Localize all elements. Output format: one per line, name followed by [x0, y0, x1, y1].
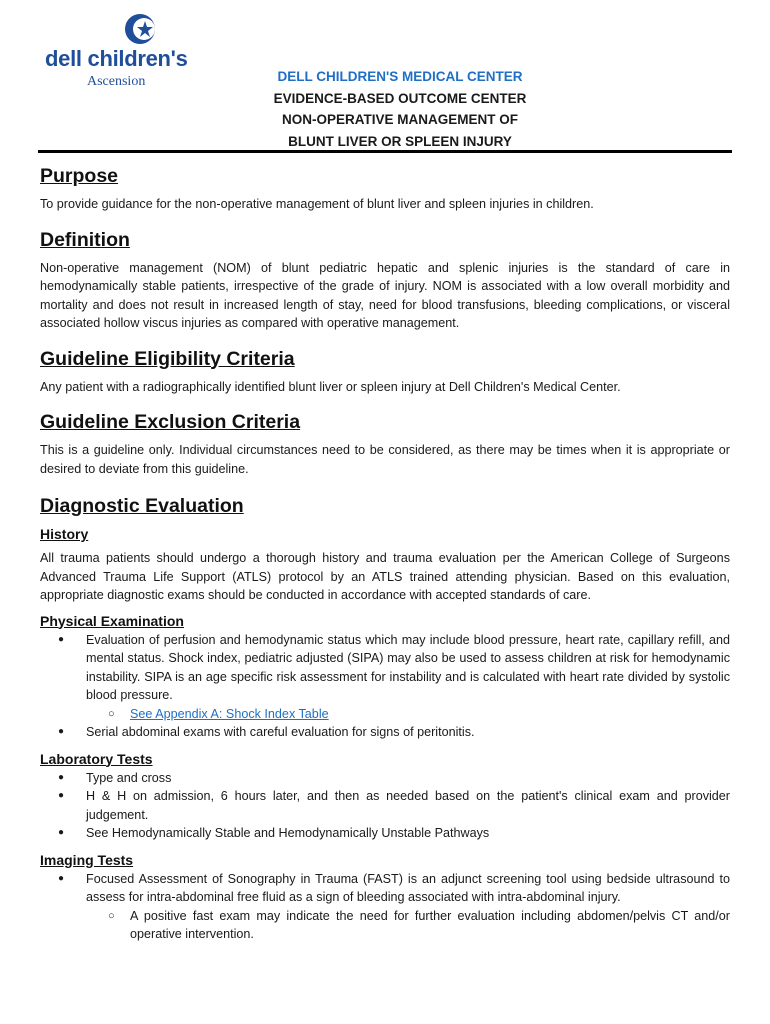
imaging-heading: Imaging Tests: [40, 851, 134, 868]
lab-heading: Laboratory Tests: [40, 750, 153, 767]
header-line-2: EVIDENCE-BASED OUTCOME CENTER: [273, 90, 527, 106]
imaging-list: [40, 870, 730, 944]
exclusion-heading: Guideline Exclusion Criteria: [40, 411, 301, 433]
physical-list: [40, 631, 730, 742]
purpose-text: To provide guidance for the non-operative management of blunt liver and spleen injuries in children.: [40, 197, 594, 211]
lab-item-pathways: ● See Hemodynamically Stable and Hemodynamically Unstable Pathways: [40, 824, 730, 843]
lab-item-type-cross: ● Type and cross: [40, 769, 730, 788]
history-heading: History: [40, 526, 89, 542]
header-line-1: DELL CHILDREN'S MEDICAL CENTER: [277, 69, 523, 84]
history-text: All trauma patients should undergo a thorough history and trauma evaluation per the American College of Surgeons Advanced Trauma Life Support (ATLS) protocol by an ATLS trained attending physician. Based on this evaluation, appropriate diagnostic exams should be conducted in accordance with accepted standards of care.: [40, 551, 730, 602]
physical-heading: Physical Examination: [40, 612, 184, 629]
document-header: [240, 66, 560, 152]
diagnostic-heading: Diagnostic Evaluation: [40, 495, 244, 517]
section-purpose: [40, 162, 730, 214]
header-line-4: BLUNT LIVER OR SPLEEN INJURY: [288, 133, 512, 149]
definition-text: Non-operative management (NOM) of blunt pediatric hepatic and splenic injuries is the standard of care in hemodynamically stable patients, irrespective of the grade of injury. NOM is associated with a low overall morbidity and mortality and does not result in increased length of stay, need for blood transfusions, bleeding complications, or visceral associated hollow viscus injuries as compared with operative management.: [40, 260, 730, 330]
purpose-heading: Purpose: [40, 165, 119, 187]
section-definition: [40, 226, 730, 333]
logo-subtitle: Ascension: [87, 74, 146, 89]
section-exclusion: [40, 408, 730, 478]
definition-heading: Definition: [40, 228, 130, 251]
header-line-3: NON-OPERATIVE MANAGEMENT OF: [282, 112, 518, 127]
section-diagnostic: [40, 492, 730, 944]
section-eligibility: [40, 345, 730, 397]
lab-list: [40, 769, 730, 843]
physical-item-perfusion: ● Evaluation of perfusion and hemodynamic status which may include blood pressure, heart rate, capillary refill, and mental status. Shock index, pediatric adjusted (SIPA) may also be used to assess children at risk for hemodynamic instability. SIPA is an age specific risk assessment for instability and is calculated with heart rate divided by systolic blood pressure.: [40, 631, 730, 705]
physical-item-serial-exams: ● Serial abdominal exams with careful evaluation for signs of peritonitis.: [40, 723, 730, 742]
imaging-item-fast: ● Focused Assessment of Sonography in Trauma (FAST) is an adjunct screening tool using bedside ultrasound to assess for intra-abdominal free fluid as a sign of bleeding associated with intra-abdominal injury.: [40, 870, 730, 907]
physical-subitem-appendix: [40, 705, 730, 724]
imaging-subitem-positive-fast: ○ A positive fast exam may indicate the need for further evaluation including abdomen/pelvis CT and/or operative intervention.: [40, 907, 730, 944]
eligibility-text: Any patient with a radiographically identified blunt liver or spleen injury at Dell Children's Medical Center.: [40, 379, 621, 394]
logo-star-icon: [123, 12, 157, 46]
appendix-a-link[interactable]: See Appendix A: Shock Index Table: [130, 706, 329, 721]
header-divider: [38, 150, 732, 153]
logo: [45, 12, 210, 92]
document-body: [40, 162, 730, 944]
logo-name: dell children's: [45, 46, 188, 71]
eligibility-heading: Guideline Eligibility Criteria: [40, 347, 295, 370]
exclusion-text: This is a guideline only. Individual circumstances need to be considered, as there may be times when it is appropriate or desired to deviate from this guideline.: [40, 443, 730, 476]
lab-item-h-and-h: ● H & H on admission, 6 hours later, and then as needed based on the patient's clinical exam and provider judgement.: [40, 787, 730, 824]
